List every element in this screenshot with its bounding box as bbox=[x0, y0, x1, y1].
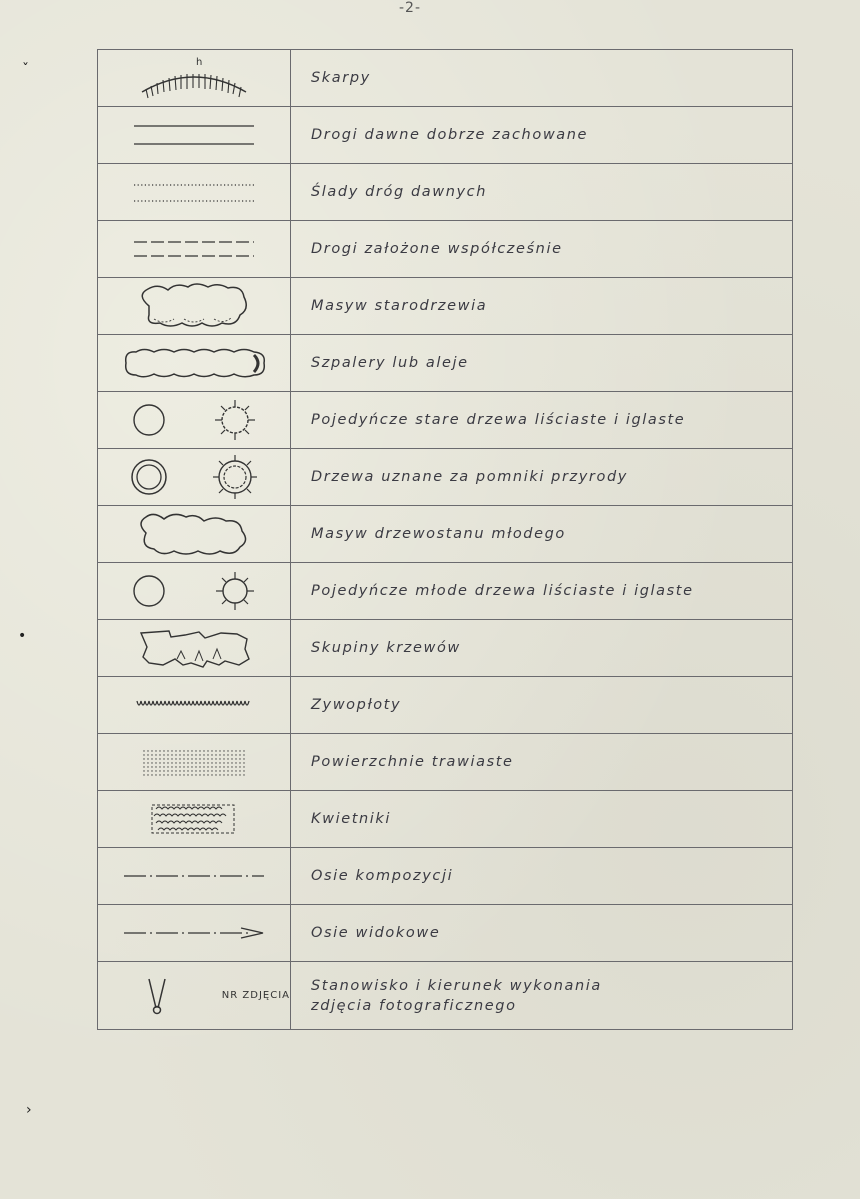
legend-row bbox=[98, 563, 793, 620]
dotted-area-icon bbox=[98, 734, 291, 791]
margin-mark: • bbox=[18, 628, 27, 644]
dash-dot-arrow-icon bbox=[98, 905, 291, 962]
double-dotted-line-icon bbox=[98, 164, 291, 221]
zigzag-line-icon bbox=[98, 677, 291, 734]
legend-label: Stanowisko i kierunek wykonania zdjęcia fotograficznego bbox=[291, 962, 793, 1030]
margin-mark: › bbox=[26, 1102, 32, 1118]
legend-label: Skarpy bbox=[291, 50, 793, 107]
legend-row bbox=[98, 791, 793, 848]
legend-row bbox=[98, 278, 793, 335]
legend-row bbox=[98, 107, 793, 164]
legend-label: Masyw starodrzewia bbox=[291, 278, 793, 335]
legend-label: Zywopłoty bbox=[291, 677, 793, 734]
page-number: -2- bbox=[398, 0, 421, 16]
legend-label: Osie widokowe bbox=[291, 905, 793, 962]
tree-row-icon bbox=[98, 335, 291, 392]
flowerbed-icon bbox=[98, 791, 291, 848]
legend-label: Osie kompozycji bbox=[291, 848, 793, 905]
escarpment-icon bbox=[98, 50, 291, 107]
photo-station-icon bbox=[98, 962, 291, 1030]
legend-label: Pojedyńcze stare drzewa liściaste i iglaste bbox=[291, 392, 793, 449]
young-tree-mass-icon bbox=[98, 506, 291, 563]
single-young-tree-icon bbox=[98, 563, 291, 620]
legend-label: Masyw drzewostanu młodego bbox=[291, 506, 793, 563]
dash-dot-line-icon bbox=[98, 848, 291, 905]
legend-row bbox=[98, 392, 793, 449]
legend-label: Drogi dawne dobrze zachowane bbox=[291, 107, 793, 164]
legend-row bbox=[98, 221, 793, 278]
legend-label: Kwietniki bbox=[291, 791, 793, 848]
legend-label: Szpalery lub aleje bbox=[291, 335, 793, 392]
legend-label: Pojedyńcze młode drzewa liściaste i iglaste bbox=[291, 563, 793, 620]
legend-label: Ślady dróg dawnych bbox=[291, 164, 793, 221]
legend-label: Skupiny krzewów bbox=[291, 620, 793, 677]
viewpoint-icon bbox=[146, 976, 168, 1016]
natural-monument-tree-icon bbox=[98, 449, 291, 506]
single-old-tree-icon bbox=[98, 392, 291, 449]
legend-row bbox=[98, 848, 793, 905]
margin-mark: ˇ bbox=[22, 62, 29, 78]
legend-row bbox=[98, 677, 793, 734]
legend-label: Drzewa uznane za pomniki przyrody bbox=[291, 449, 793, 506]
legend-row bbox=[98, 335, 793, 392]
scarp-height-letter: h bbox=[196, 57, 203, 68]
legend-label: Drogi założone współcześnie bbox=[291, 221, 793, 278]
legend-row bbox=[98, 449, 793, 506]
legend-row bbox=[98, 50, 793, 107]
double-solid-line-icon bbox=[98, 107, 291, 164]
legend-row bbox=[98, 734, 793, 791]
legend-row bbox=[98, 962, 793, 1030]
legend-table bbox=[97, 49, 793, 1030]
shrub-group-icon bbox=[98, 620, 291, 677]
legend-row bbox=[98, 905, 793, 962]
legend-row bbox=[98, 506, 793, 563]
old-tree-mass-icon bbox=[98, 278, 291, 335]
photo-number-caption: NR ZDJĘCIA bbox=[221, 990, 290, 1001]
legend-label: Powierzchnie trawiaste bbox=[291, 734, 793, 791]
legend-row bbox=[98, 620, 793, 677]
double-dashed-line-icon bbox=[98, 221, 291, 278]
legend-row bbox=[98, 164, 793, 221]
